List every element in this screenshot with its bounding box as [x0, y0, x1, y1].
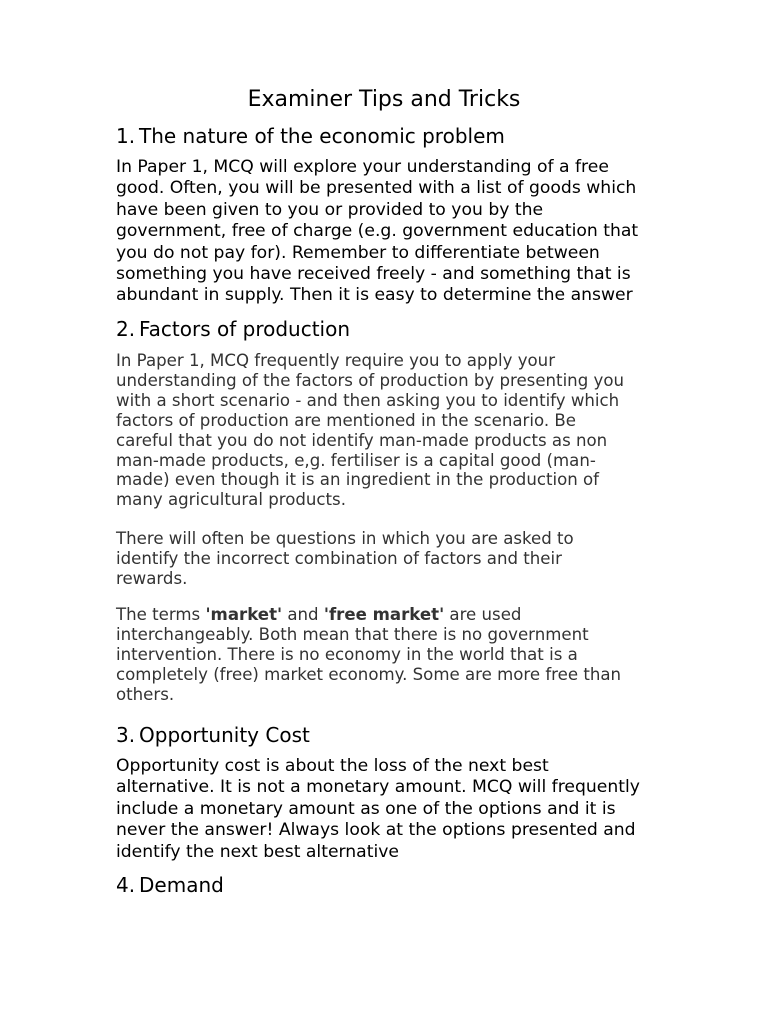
text-line: rewards.	[116, 568, 188, 588]
text-line: identify the next best alternative	[116, 841, 399, 862]
page-title: Examiner Tips and Tricks	[247, 87, 521, 112]
text-line: include a monetary amount as one of the options and it is	[116, 798, 616, 819]
section-2-paragraph-1	[116, 351, 696, 510]
section-number: 4.	[116, 873, 136, 897]
section-number: 1.	[116, 124, 136, 148]
text-line: understanding of the factors of production by presenting you	[116, 370, 624, 390]
text-line: with a short scenario - and then asking you to identify which	[116, 390, 620, 410]
text-line: something you have received freely - and something that is	[116, 264, 631, 285]
text-line: made) even though it is an ingredient in the production of	[116, 470, 600, 490]
text-run: are used	[444, 605, 522, 624]
text-line: have been given to you or provided to you by the	[116, 199, 544, 220]
text-run: and	[282, 605, 324, 624]
section-heading-opportunity-cost	[116, 722, 310, 748]
text-line: careful that you do not identify man-made products as non	[116, 430, 608, 450]
text-line	[116, 605, 521, 624]
text-line: abundant in supply. Then it is easy to determine the answer	[116, 285, 633, 306]
text-line: you do not pay for). Remember to differentiate between	[116, 242, 600, 263]
text-line: others.	[116, 684, 175, 704]
text-line: interchangeably. Both mean that there is no government	[116, 624, 589, 644]
section-number: 3.	[116, 723, 136, 747]
section-heading-text: Opportunity Cost	[139, 723, 310, 747]
section-number: 2.	[116, 317, 136, 341]
section-heading-text: Factors of production	[139, 317, 351, 341]
text-line: In Paper 1, MCQ will explore your understanding of a free	[116, 157, 609, 177]
bold-term-free-market: 'free market'	[323, 605, 445, 624]
text-line: government, free of charge (e.g. government education that	[116, 221, 639, 242]
bold-term-market: 'market'	[205, 605, 283, 624]
section-heading-demand	[116, 872, 224, 898]
text-line: In Paper 1, MCQ frequently require you to apply your	[116, 351, 556, 370]
text-line: alternative. It is not a monetary amount. MCQ will frequently	[116, 777, 640, 798]
text-line: Opportunity cost is about the loss of the next best	[116, 756, 549, 776]
section-2-paragraph-3	[116, 605, 696, 705]
text-line: intervention. There is no economy in the world that is a	[116, 644, 578, 664]
section-heading-factors-of-production	[116, 316, 350, 342]
text-line: man-made products, e,g. fertiliser is a capital good (man-	[116, 450, 596, 470]
section-2-paragraph-2	[116, 529, 696, 589]
section-1-paragraph	[116, 157, 696, 307]
text-line: factors of production are mentioned in the scenario. Be	[116, 410, 576, 430]
text-line: many agricultural products.	[116, 490, 346, 510]
section-3-paragraph	[116, 756, 696, 863]
text-line: good. Often, you will be presented with a list of goods which	[116, 178, 637, 199]
text-line: identify the incorrect combination of factors and their	[116, 548, 562, 568]
text-line: There will often be questions in which you are asked to	[116, 529, 574, 548]
text-line: never the answer! Always look at the options presented and	[116, 820, 636, 841]
text-run: The terms	[116, 605, 206, 624]
section-heading-text: The nature of the economic problem	[139, 124, 505, 148]
section-heading-economic-problem	[116, 123, 505, 149]
text-line: completely (free) market economy. Some are more free than	[116, 664, 622, 684]
section-heading-text: Demand	[139, 873, 224, 897]
